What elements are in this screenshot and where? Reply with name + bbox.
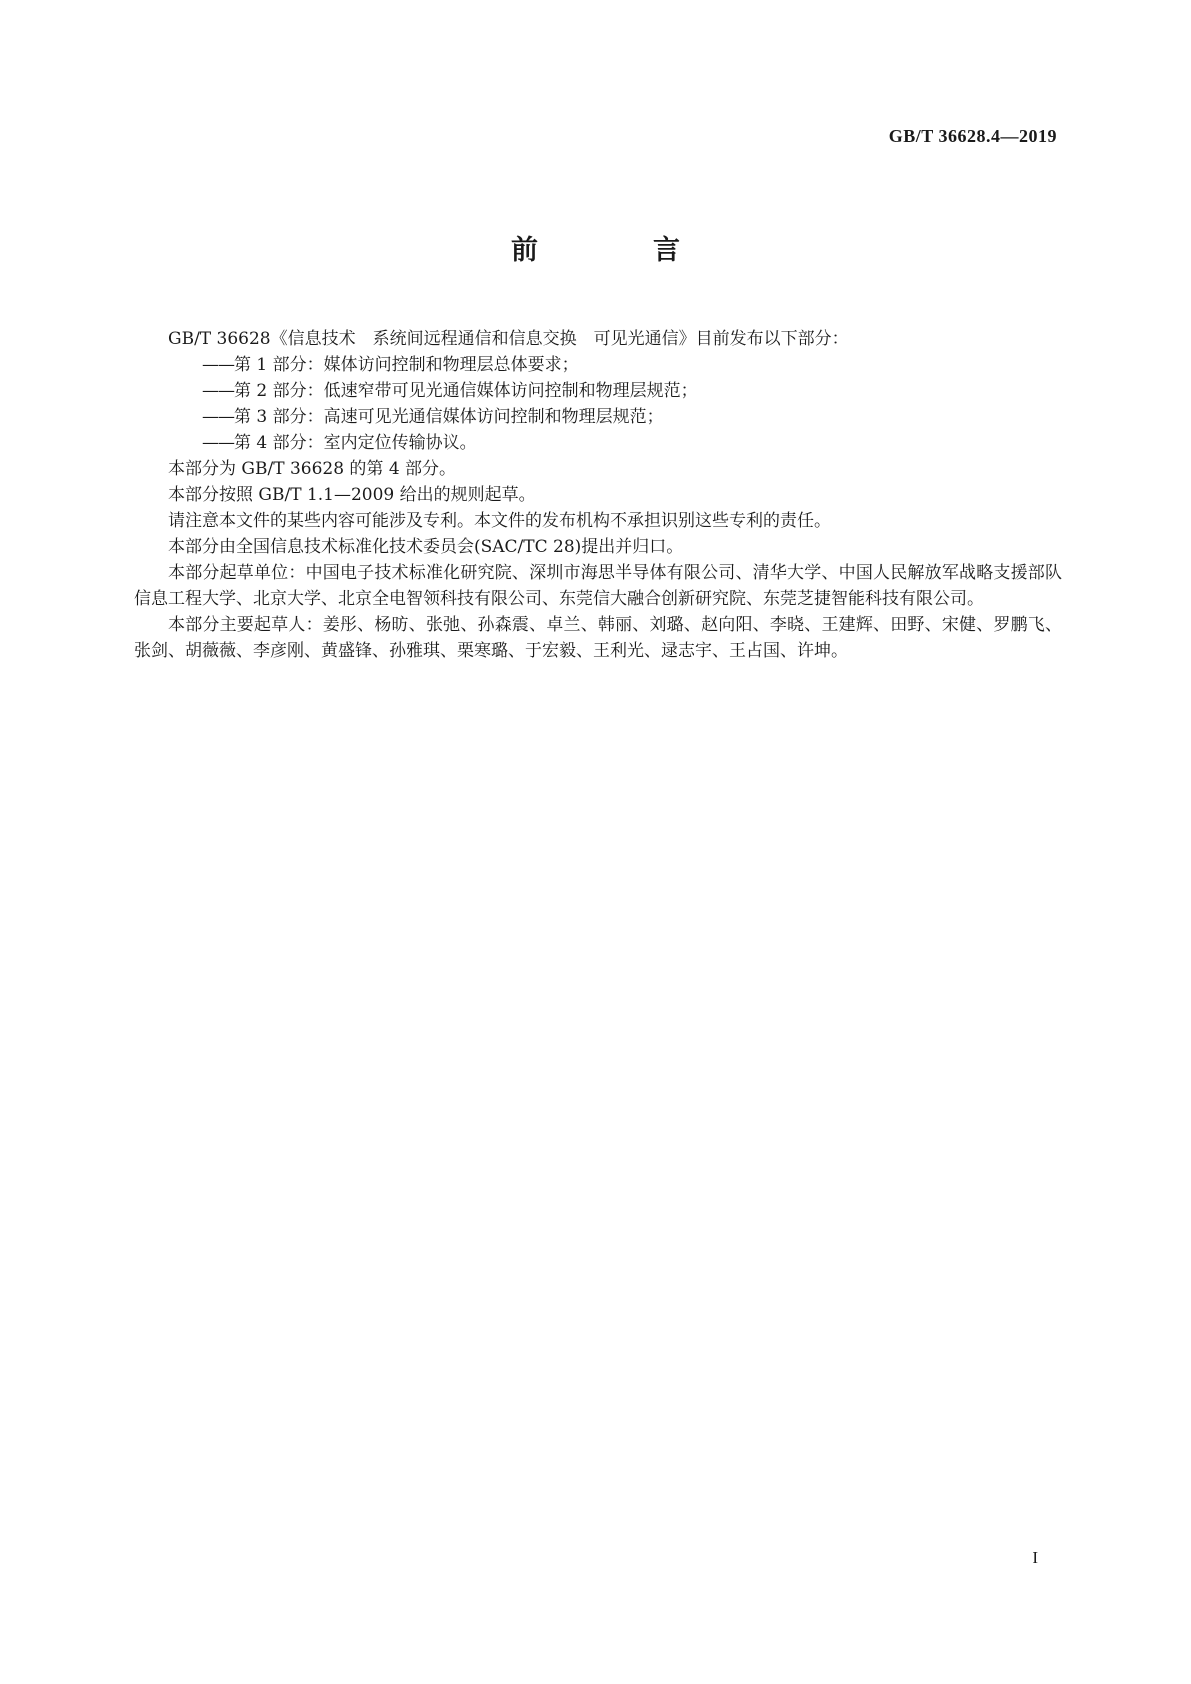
part-text: 第 4 部分：室内定位传输协议。 <box>234 433 477 453</box>
drafting-units-paragraph: 本部分起草单位：中国电子技术标准化研究院、深圳市海思半导体有限公司、清华大学、中国人民解放军战略支援部队信息工程大学、北京大学、北京全电智领科技有限公司、东莞信大融合创新研究院、东莞芝捷智能科技有限公司。 <box>134 563 1062 609</box>
part-list-item <box>134 404 1062 430</box>
part-list-item <box>134 352 1062 378</box>
list-dash: —— <box>202 381 234 401</box>
paragraph: 本部分按照 GB/T 1.1—2009 给出的规则起草。 <box>168 485 536 505</box>
list-dash: —— <box>202 433 234 453</box>
foreword-body <box>134 326 1062 664</box>
page-title: 前 言 <box>511 235 724 266</box>
intro-paragraph: GB/T 36628《信息技术 系统间远程通信和信息交换 可见光通信》目前发布以下部分： <box>168 329 849 349</box>
paragraph: 本部分由全国信息技术标准化技术委员会(SAC/TC 28)提出并归口。 <box>168 537 684 557</box>
part-list-item <box>134 430 1062 456</box>
part-text: 第 1 部分：媒体访问控制和物理层总体要求； <box>234 355 579 375</box>
drafters-paragraph: 本部分主要起草人：姜彤、杨昉、张弛、孙森震、卓兰、韩丽、刘璐、赵向阳、李晓、王建辉、田野、宋健、罗鹏飞、张剑、胡薇薇、李彦刚、黄盛锋、孙雅琪、栗寒璐、于宏毅、王利光、逯志宇、王占国、许坤。 <box>134 615 1062 661</box>
paragraph: 本部分为 GB/T 36628 的第 4 部分。 <box>168 459 457 479</box>
part-text: 第 3 部分：高速可见光通信媒体访问控制和物理层规范； <box>234 407 664 427</box>
list-dash: —— <box>202 407 234 427</box>
part-list-item <box>134 378 1062 404</box>
page-number: I <box>1032 1548 1038 1567</box>
paragraph: 请注意本文件的某些内容可能涉及专利。本文件的发布机构不承担识别这些专利的责任。 <box>168 511 831 531</box>
part-text: 第 2 部分：低速窄带可见光通信媒体访问控制和物理层规范； <box>234 381 698 401</box>
document-code: GB/T 36628.4—2019 <box>888 126 1057 146</box>
list-dash: —— <box>202 355 234 375</box>
